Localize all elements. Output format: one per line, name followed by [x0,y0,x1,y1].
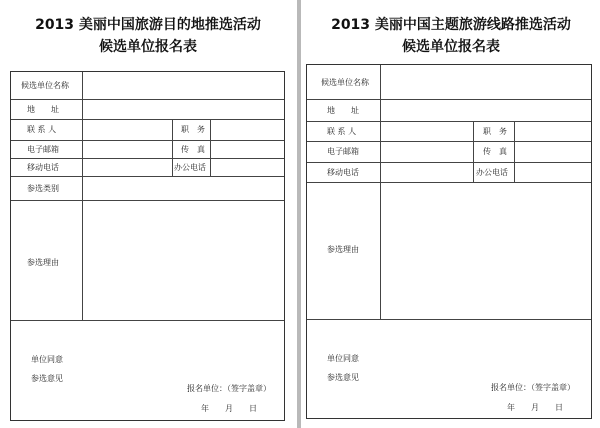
column-divider [514,121,515,182]
address-label: 地 址 [327,106,359,115]
label-column-divider [380,65,381,319]
left-registration-table [10,71,285,421]
contact-label: 联 系 人 [27,125,57,134]
office-phone-label: 办公电话 [476,168,508,177]
column-divider [172,119,173,176]
opinion-label-line2: 参选意见 [327,373,359,382]
category-label: 参选类别 [27,184,59,193]
page-divider [297,0,301,428]
mobile-label: 移动电话 [327,168,359,177]
fax-label: 传 真 [181,145,205,154]
row-divider [307,182,591,183]
row-divider [307,141,591,142]
candidate-name-label: 候选单位名称 [321,78,369,87]
column-divider [210,119,211,176]
office-phone-label: 办公电话 [174,163,206,172]
row-divider [307,121,591,122]
email-label: 电子邮箱 [327,147,359,156]
column-divider [473,121,474,182]
address-label: 地 址 [27,105,59,114]
mobile-label: 移动电话 [27,163,59,172]
right-form-subtitle: 候选单位报名表 [402,39,500,55]
row-divider [11,99,284,100]
signature-line: 报名单位：（签字盖章） [187,384,271,393]
fax-label: 传 真 [483,147,507,156]
candidate-name-label: 候选单位名称 [21,81,69,90]
label-column-divider [82,72,83,320]
right-registration-table [306,64,592,419]
email-label: 电子邮箱 [27,145,59,154]
right-form-page [302,0,600,428]
left-form-page [0,0,296,428]
date-line: 年 月 日 [507,403,563,412]
opinion-label-line2: 参选意见 [31,374,63,383]
row-divider [11,320,284,321]
row-divider [11,176,284,177]
left-form-subtitle: 候选单位报名表 [99,39,197,55]
opinion-label-line1: 单位同意 [31,355,63,364]
contact-label: 联 系 人 [327,127,357,136]
row-divider [307,99,591,100]
position-label: 职 务 [483,127,507,136]
date-line: 年 月 日 [201,404,257,413]
left-form-title: 2013 美丽中国旅游目的地推选活动 [35,17,261,33]
row-divider [11,119,284,120]
reason-label: 参选理由 [27,258,59,267]
row-divider [11,140,284,141]
signature-line: 报名单位：（签字盖章） [491,383,575,392]
right-form-title: 2013 美丽中国主题旅游线路推选活动 [331,17,571,33]
row-divider [11,200,284,201]
row-divider [307,162,591,163]
reason-label: 参选理由 [327,245,359,254]
opinion-label-line1: 单位同意 [327,354,359,363]
row-divider [307,319,591,320]
row-divider [11,158,284,159]
position-label: 职 务 [181,125,205,134]
